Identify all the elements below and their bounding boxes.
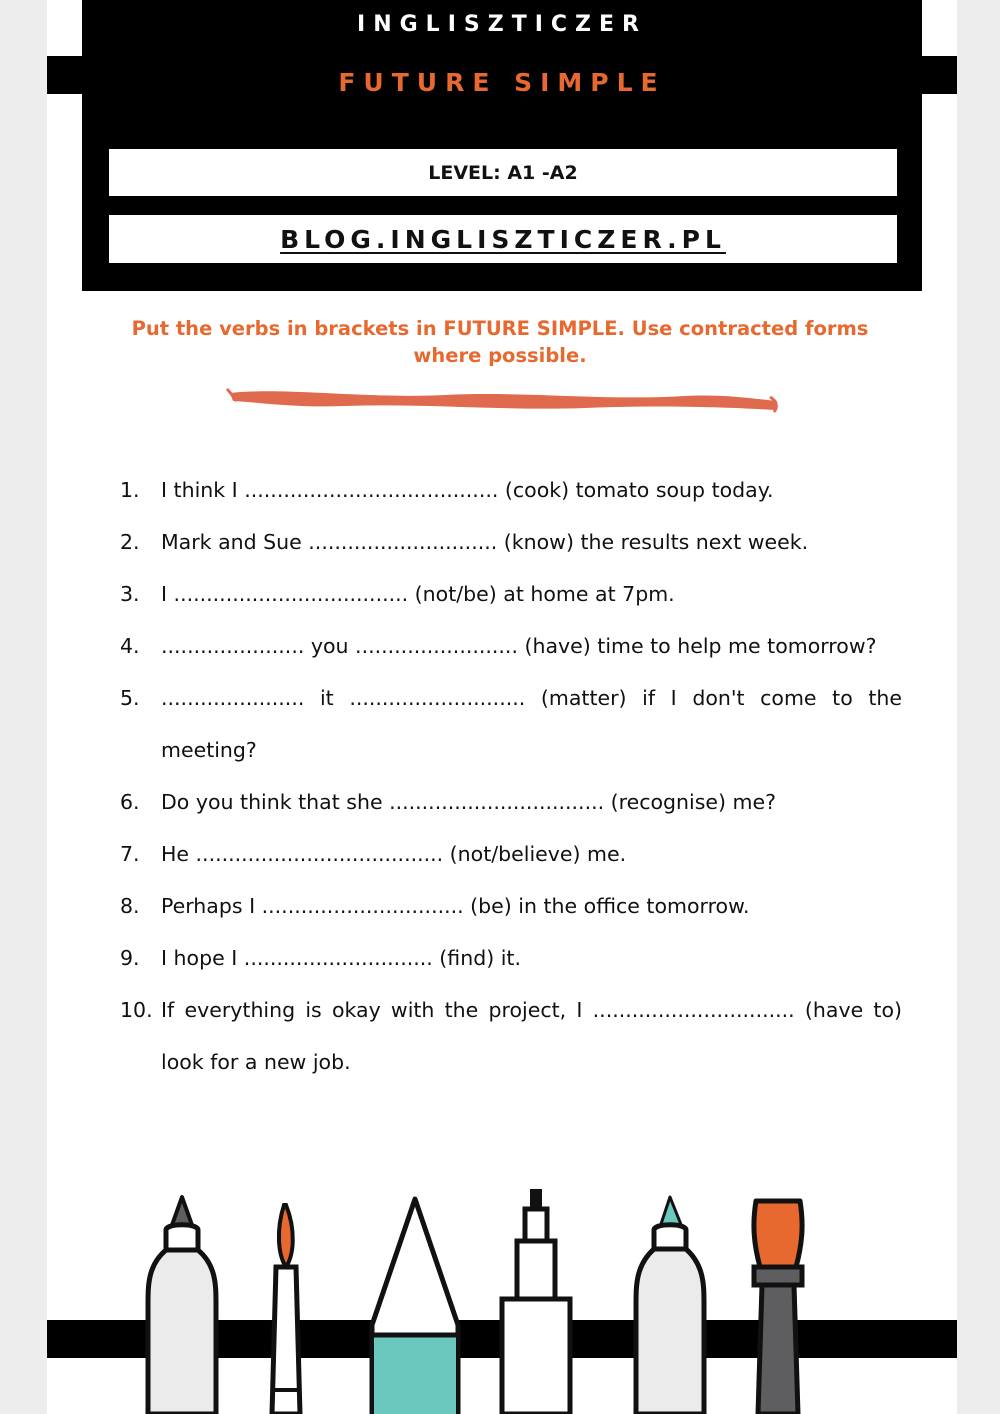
art-supplies: [140, 1185, 860, 1414]
exercise-item: [120, 672, 902, 776]
exercise-item: [120, 984, 902, 1088]
paintbrush-gray-icon: [754, 1201, 802, 1414]
exercise-item: [120, 776, 902, 828]
exercise-number: 9.: [120, 946, 140, 970]
marker-gray-icon: [148, 1197, 216, 1414]
exercise-number: 1.: [120, 478, 140, 502]
level-box: [109, 149, 897, 196]
exercise-item: [120, 828, 902, 880]
exercise-number: 2.: [120, 530, 140, 554]
exercise-number: 5.: [120, 686, 140, 710]
exercise-item: [120, 880, 902, 932]
exercise-number: 10.: [120, 998, 153, 1022]
subject-title: FUTURE SIMPLE: [338, 68, 666, 97]
exercise-item: [120, 568, 902, 620]
exercise-text: Mark and Sue ............................. (know) the results next week.: [161, 530, 809, 554]
exercise-number: 3.: [120, 582, 140, 606]
marker-teal-icon: [636, 1197, 704, 1414]
technical-pen-icon: [502, 1189, 570, 1414]
exercise-text: I .................................... (not/be) at home at 7pm.: [161, 582, 675, 606]
exercise-list: [120, 464, 902, 1088]
pencil-teal-icon: [372, 1199, 458, 1414]
exercise-number: 8.: [120, 894, 140, 918]
exercise-text: Do you think that she ................................. (recognise) me?: [161, 790, 777, 814]
header: [82, 0, 922, 291]
instructions: Put the verbs in brackets in FUTURE SIMPLE. Use contracted forms where possible.: [131, 317, 869, 367]
exercise-text: I think I ....................................... (cook) tomato soup today.: [161, 478, 774, 502]
exercise-item: [120, 516, 902, 568]
exercise-number: 7.: [120, 842, 140, 866]
url-box: [109, 215, 897, 263]
exercise-item: [120, 620, 902, 672]
exercise-text: Perhaps I ............................... (be) in the office tomorrow.: [161, 894, 750, 918]
paintbrush-orange-icon: [272, 1205, 300, 1414]
exercise-text: ...................... you ......................... (have) time to help me tomorrow?: [161, 634, 877, 658]
exercise-text: ...................... it ........................... (matter) if I don't come to the meeting?: [161, 686, 902, 762]
exercise-text: He ...................................... (not/believe) me.: [161, 842, 627, 866]
brush-stroke: [225, 383, 780, 417]
exercise-text: I hope I ............................. (find) it.: [161, 946, 521, 970]
exercise-number: 4.: [120, 634, 140, 658]
exercise-number: 6.: [120, 790, 140, 814]
level-label: LEVEL: A1 -A2: [428, 161, 578, 184]
exercise-item: [120, 932, 902, 984]
brand-title: INGLISZTICZER: [357, 12, 647, 37]
exercise-text: If everything is okay with the project, I ............................... (have to) look for a new job.: [161, 998, 902, 1074]
exercise-item: [120, 464, 902, 516]
blog-link[interactable]: BLOG.INGLISZTICZER.PL: [280, 224, 726, 254]
